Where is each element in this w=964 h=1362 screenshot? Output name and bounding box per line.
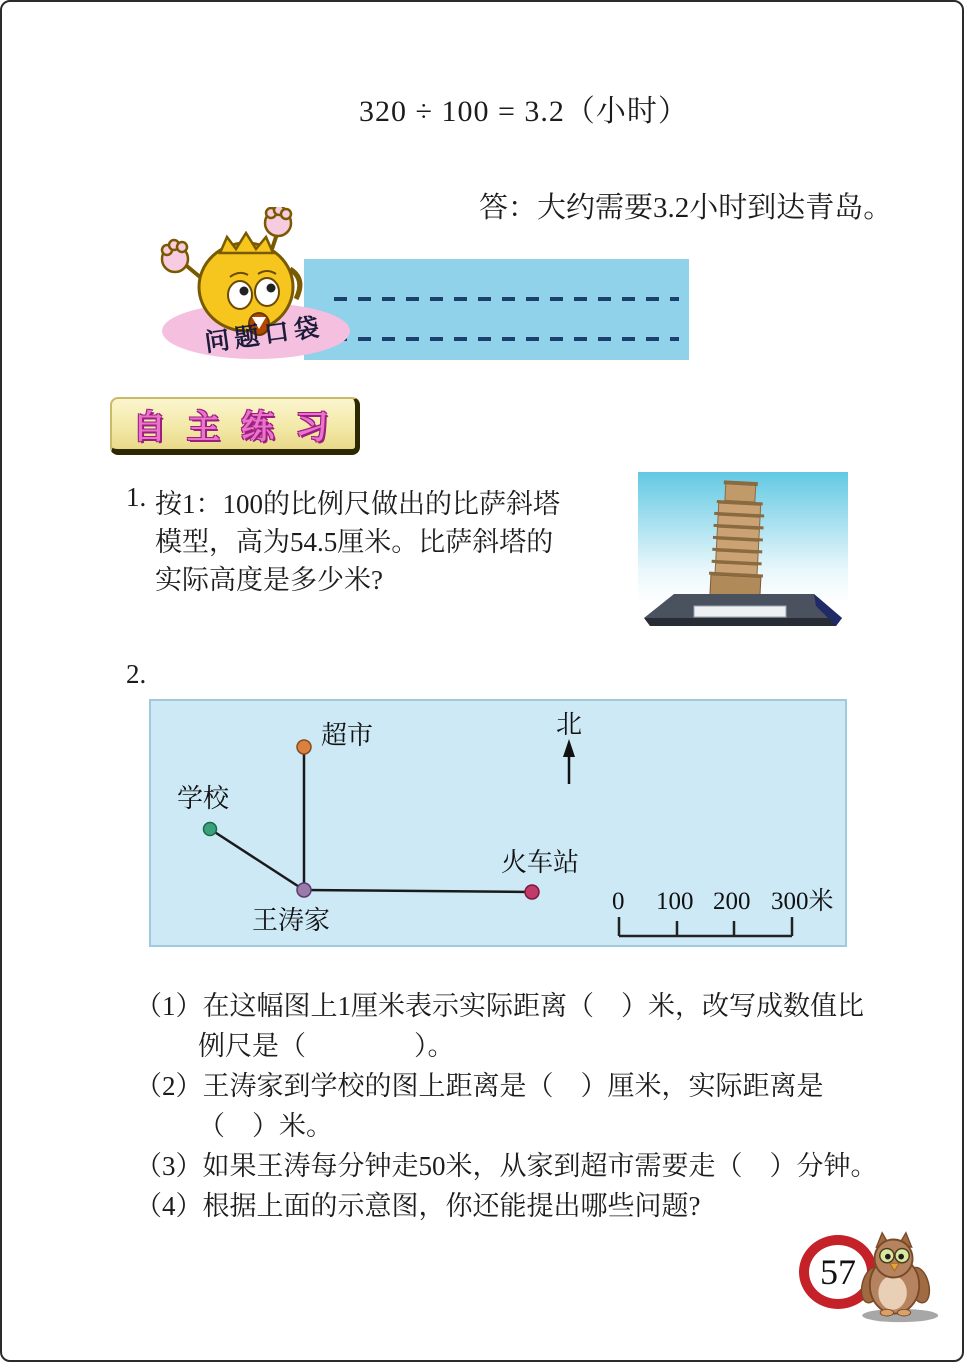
section-banner [110, 397, 360, 455]
problem1-line: 模型，高为54.5厘米。比萨斜塔的 [155, 527, 554, 557]
station-dot [525, 885, 539, 899]
answer-writing-box [304, 259, 689, 360]
home-dot [297, 883, 311, 897]
scale-tick-label: 200 [713, 888, 751, 915]
problem1-line: 按1：100的比例尺做出的比萨斜塔 [155, 489, 560, 519]
question-1-line: （1）在这幅图上1厘米表示实际距离（ ）米，改写成数值比 [135, 991, 864, 1021]
solution-answer: 答：大约需要3.2小时到达青岛。 [479, 192, 893, 224]
question-3-line: （3）如果王涛每分钟走50米，从家到超市需要走（ ）分钟。 [135, 1151, 878, 1181]
question-2-line: （ ）米。 [198, 1111, 333, 1141]
north-label: 北 [556, 710, 583, 739]
problem1-number: 1. [126, 482, 147, 512]
question-1-line: 例尺是（ ）。 [198, 1031, 455, 1061]
owl-icon [847, 1230, 942, 1325]
scale-tick-label: 100 [656, 888, 694, 915]
solution-formula: 320 ÷ 100 = 3.2（小时） [359, 95, 689, 128]
question-4-line: （4）根据上面的示意图，你还能提出哪些问题? [135, 1191, 701, 1221]
writing-line [334, 337, 679, 341]
schematic-map [149, 699, 847, 947]
problem2-map [149, 699, 847, 952]
owl-mascot [847, 1230, 942, 1330]
question-2-line: （2）王涛家到学校的图上距离是（ ）厘米，实际距离是 [135, 1071, 824, 1101]
school-label: 学校 [177, 784, 230, 813]
station-label: 火车站 [501, 848, 580, 877]
writing-line [334, 297, 679, 301]
section-banner-label: 自 主 练 习 [132, 407, 335, 445]
supermarket-label: 超市 [321, 721, 374, 750]
home-label: 王涛家 [252, 906, 331, 935]
pisa-tower-illustration [638, 468, 848, 628]
page-number: 57 [820, 1252, 856, 1292]
pisa-tower-model-image [638, 468, 848, 633]
problem1-line: 实际高度是多少米? [155, 565, 383, 595]
question-pocket-mascot [154, 207, 359, 362]
problem2-number: 2. [126, 659, 147, 689]
supermarket-dot [297, 740, 311, 754]
question-pocket-label: 问题口袋 [202, 312, 326, 358]
school-dot [204, 823, 217, 836]
scale-tick-label: 0 [612, 888, 625, 915]
scale-tick-label: 300米 [771, 888, 834, 915]
